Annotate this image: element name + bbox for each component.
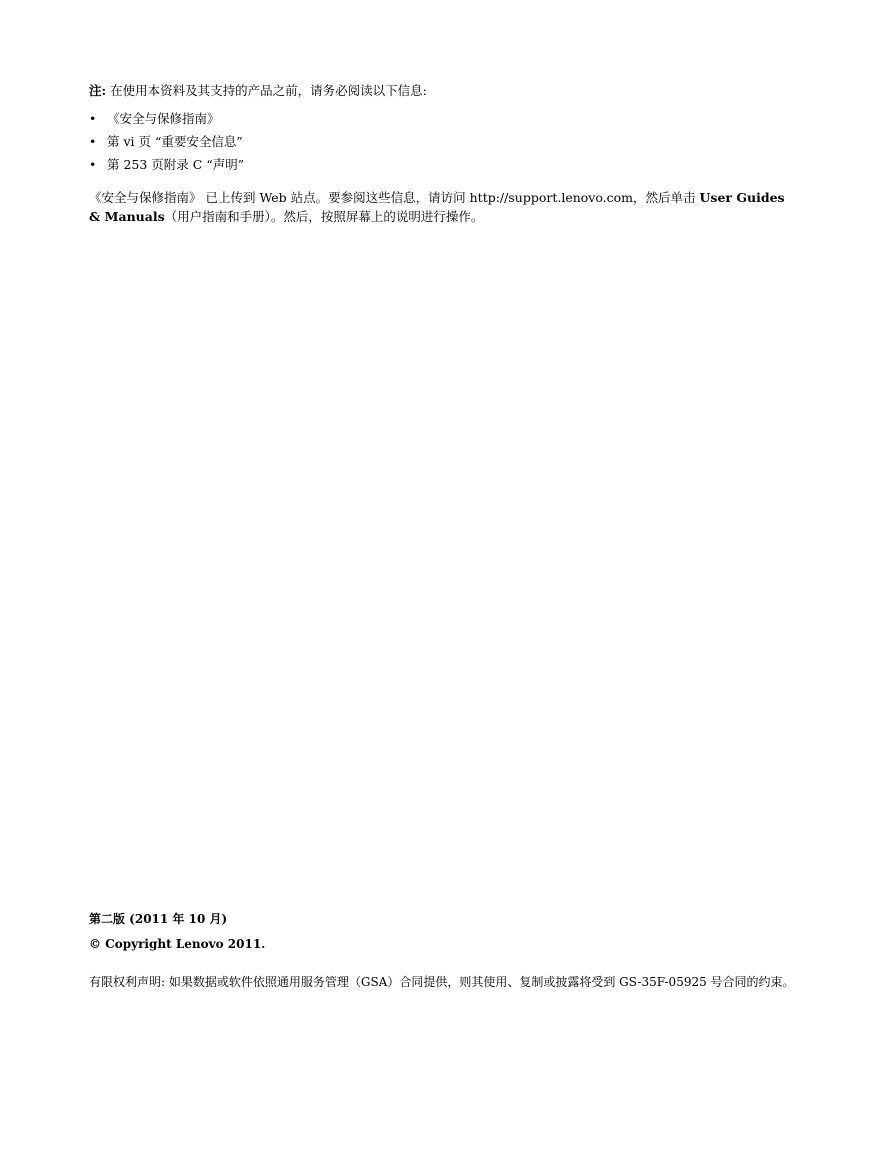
paragraph-text-2: （用户指南和手册）。然后，按照屏幕上的说明进行操作。 (164, 209, 484, 224)
bullet-icon: • (89, 134, 97, 149)
list-item-text: 第 253 页附录 C “声明” (107, 157, 245, 172)
bullet-icon: • (89, 111, 97, 126)
list-item (89, 153, 244, 176)
support-paragraph (89, 188, 799, 226)
user-guides-label: User Guides & Manuals (89, 190, 785, 224)
list-item-text: 第 vi 页 “重要安全信息” (107, 134, 243, 149)
paragraph-text-1: 《安全与保修指南》 已上传到 Web 站点。要参阅这些信息，请访问 http://support.lenovo.com，然后单击 (89, 190, 700, 205)
bullet-icon: • (89, 157, 97, 172)
list-item (89, 107, 244, 130)
note-label: 注: (89, 83, 107, 98)
note-text: 在使用本资料及其支持的产品之前，请务必阅读以下信息: (110, 83, 427, 98)
list-item (89, 130, 244, 153)
edition-line: 第二版 (2011 年 10 月) (89, 912, 228, 926)
required-reading-list (89, 107, 244, 176)
list-item-text: 《安全与保修指南》 (107, 111, 220, 126)
note-line (89, 82, 799, 100)
copyright-line: © Copyright Lenovo 2011. (89, 937, 266, 951)
restricted-rights-notice: 有限权利声明: 如果数据或软件依照通用服务管理（GSA）合同提供，则其使用、复制或披露将受到 GS-35F-05925 号合同的约束。 (89, 975, 795, 989)
